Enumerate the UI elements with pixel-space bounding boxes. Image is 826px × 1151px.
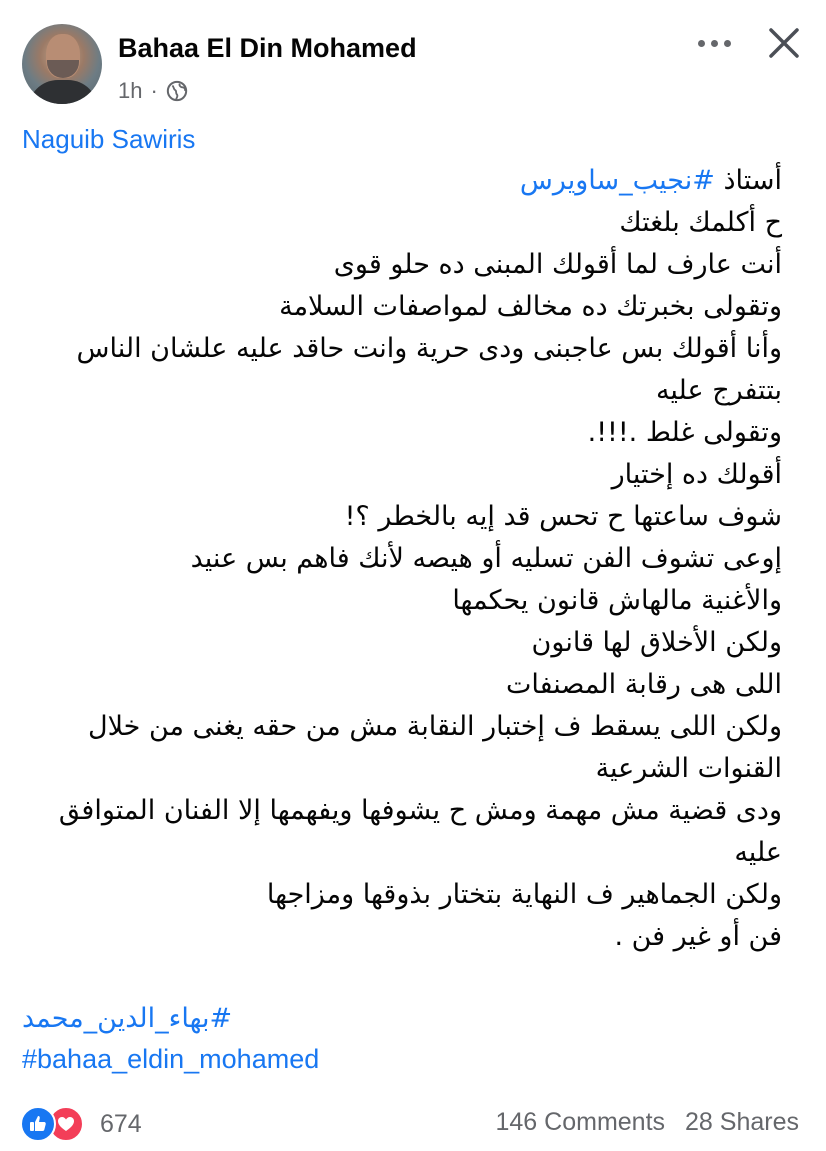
shares-count-link[interactable]: 28 Shares	[685, 1108, 799, 1136]
author-name[interactable]: Bahaa El Din Mohamed	[118, 33, 417, 63]
post-time[interactable]: 1h	[118, 78, 143, 103]
more-options-button[interactable]	[694, 28, 734, 58]
avatar[interactable]	[22, 24, 102, 104]
post-line: شوف ساعتها ح تحس قد إيه بالخطر ؟!	[344, 501, 782, 532]
post-line: عليه	[734, 837, 782, 868]
post-line: ودى قضية مش مهمة ومش ح يشوفها ويفهمها إلا الفنان المتوافق	[58, 795, 782, 826]
post-text	[22, 160, 782, 958]
reaction-count: 674	[100, 1109, 142, 1138]
post-line: ح أكلمك بلغتك	[619, 207, 782, 238]
post-line: ولكن اللى يسقط ف إختبار النقابة مش من حقه يغنى من خلال	[87, 711, 782, 742]
meta-separator: ·	[150, 78, 158, 103]
post-line: أقولك ده إختيار	[611, 459, 782, 490]
hashtag-link[interactable]: #نجيب_ساويرس	[519, 165, 715, 196]
post-line	[520, 160, 782, 202]
globe-icon[interactable]	[166, 80, 188, 102]
post-line: القنوات الشرعية	[595, 753, 782, 784]
post-line: بتتفرج عليه	[655, 375, 782, 406]
post-line: إوعى تشوف الفن تسليه أو هيصه لأنك فاهم بس عنيد	[190, 543, 782, 574]
post-line: أنت عارف لما أقولك المبنى ده حلو قوى	[333, 249, 782, 280]
like-icon	[20, 1106, 56, 1142]
dot-icon	[724, 40, 731, 47]
mention-link[interactable]: Naguib Sawiris	[22, 124, 196, 154]
post-line: وأنا أقولك بس عاجبنى ودى حرية وانت حاقد عليه علشان الناس	[76, 333, 782, 364]
dot-icon	[698, 40, 705, 47]
post-line: والأغنية مالهاش قانون يحكمها	[452, 585, 782, 616]
post-line: وتقولى غلط .!!!.	[587, 417, 782, 448]
reactions-summary[interactable]	[20, 1106, 142, 1142]
post-line: ولكن الجماهير ف النهاية بتختار بذوقها ومزاجها	[266, 879, 782, 910]
post-line: وتقولى بخبرتك ده مخالف لمواصفات السلامة	[279, 291, 782, 322]
hashtag-arabic-link[interactable]: #بهاء_الدين_محمد	[22, 1003, 233, 1034]
hashtag-latin-link[interactable]: #bahaa_eldin_mohamed	[22, 1044, 320, 1074]
post-stats	[496, 1108, 800, 1137]
post-meta	[118, 78, 188, 104]
post-line: ولكن الأخلاق لها قانون	[531, 627, 782, 658]
post-line: فن أو غير فن .	[614, 921, 782, 952]
dot-icon	[711, 40, 718, 47]
avatar-suit	[28, 80, 98, 104]
close-icon[interactable]	[764, 26, 804, 62]
comments-count-link[interactable]: 146 Comments	[495, 1108, 666, 1136]
post-line: اللى هى رقابة المصنفات	[505, 669, 782, 700]
post-line-prefix: أستاذ	[714, 165, 782, 196]
